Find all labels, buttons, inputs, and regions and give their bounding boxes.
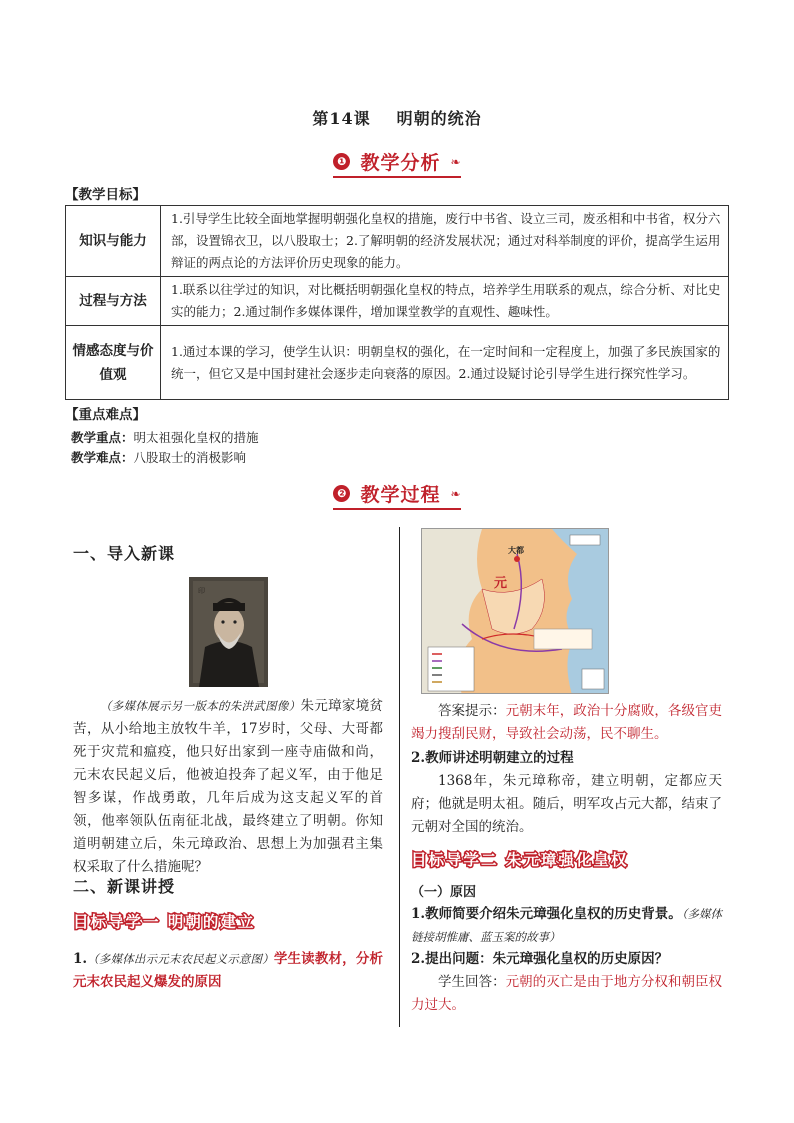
item-2-title: 2.教师讲述明朝建立的过程 — [411, 750, 574, 766]
leaf-icon: ❧ — [450, 154, 461, 169]
table-row — [66, 206, 729, 277]
heading-intro: 一、导入新课 — [73, 544, 176, 563]
section-title: 教学分析 — [360, 152, 441, 174]
map-yuan-label: 元 — [494, 576, 508, 591]
map-capital-label: 大都 — [508, 545, 524, 555]
row-head: 情感态度与价值观 — [66, 326, 161, 400]
target-banner-1: 目标导学一 明朝的建立 — [73, 910, 255, 932]
column-divider — [399, 527, 400, 1027]
item-2-text: 1368年，朱元璋称帝，建立明朝，定都应天府；他就是明太祖。随后，明军攻占元大都，结束了元朝对全国的统治。 — [411, 773, 722, 835]
target-banner-2: 目标导学二 朱元璋强化皇权 — [411, 848, 628, 870]
item1-text: 学生读教材，分析元末农民起义爆发的原因 — [73, 951, 383, 990]
goals-label: 【教学目标】 — [65, 187, 146, 203]
lesson-name: 明朝的统治 — [396, 109, 482, 128]
lesson-number: 第14课 — [312, 109, 371, 128]
item1-note: （多媒体出示元末农民起义示意图） — [87, 952, 274, 966]
section-heading-analysis — [0, 148, 794, 178]
section-number: ❶ — [333, 153, 350, 170]
section-number: ❷ — [333, 485, 350, 502]
difficult-point: 教学难点：八股取士的消极影响 — [71, 450, 247, 465]
r1-note: （多媒体链接胡惟庸、蓝玉案的故事） — [411, 907, 723, 944]
intro-text: 朱元璋家境贫苦，从小给地主放牧牛羊，17岁时，父母、大哥都死于灾荒和瘟疫，他只好出家到一座寺庙做和尚，元末农民起义后，他被迫投奔了起义军，由于他足智多谋，作战勇敢，几年后成为这支起义军的首领，他率领队伍南征北战，最终建立了明朝。你知道明朝建立后，朱元璋政治、思想上为加强君主集权采取了什么措施呢？ — [73, 698, 384, 875]
zhu-yuanzhang-portrait — [189, 577, 268, 687]
row-body: 1.通过本课的学习，使学生认识：明朝皇权的强化，在一定时间和一定程度上，加强了多民族国家的统一，但它又是中国封建社会逐步走向衰落的原因。2.通过设疑讨论引导学生进行探究性学习。 — [161, 326, 729, 400]
leaf-icon: ❧ — [450, 486, 461, 501]
r2-title: 2.提出问题：朱元璋强化皇权的历史原因？ — [411, 951, 669, 967]
answer-label: 答案提示： — [438, 703, 506, 719]
answer-text: 元朝末年，政治十分腐败，各级官吏竭力搜刮民财，导致社会动荡，民不聊生。 — [411, 703, 722, 742]
key-label: 【重点难点】 — [65, 407, 146, 423]
section-heading-process — [0, 480, 794, 510]
heading-new-lesson: 二、新课讲授 — [73, 877, 176, 896]
row-head: 过程与方法 — [66, 277, 161, 326]
goals-table — [65, 205, 729, 400]
table-row — [66, 277, 729, 326]
r2-answer-text: 元朝的灭亡是由于地方分权和朝臣权力过大。 — [411, 974, 722, 1013]
r2-answer — [411, 971, 722, 1017]
row-head: 知识与能力 — [66, 206, 161, 277]
sub-heading-cause: （一）原因 — [411, 885, 477, 900]
table-row — [66, 326, 729, 400]
section-title: 教学过程 — [360, 484, 441, 506]
r1-title: 1.教师简要介绍朱元璋强化皇权的历史背景。 — [411, 906, 682, 922]
page-title — [0, 106, 794, 129]
intro-paragraph — [73, 695, 383, 879]
row-body: 1.联系以往学过的知识，对比概括明朝强化皇权的特点，培养学生用联系的观点，综合分析、对比史实的能力；2.通过制作多媒体课件，增加课堂教学的直观性、趣味性。 — [161, 277, 729, 326]
answer-hint — [411, 700, 722, 746]
svg-text:印: 印 — [198, 587, 205, 595]
yuan-uprising-map — [421, 528, 609, 694]
row-body: 1.引导学生比较全面地掌握明朝强化皇权的措施，废行中书省、设立三司，废丞相和中书省，权分六部，设置锦衣卫，以八股取士；2.了解明朝的经济发展状况；通过对科举制度的评价，提高学生运用辩证的两点论的方法评价历史现象的能力。 — [161, 206, 729, 277]
key-point: 教学重点：明太祖强化皇权的措施 — [71, 430, 259, 445]
intro-note: （多媒体展示另一版本的朱洪武图像） — [100, 699, 301, 713]
r2-answer-label: 学生回答： — [438, 974, 506, 990]
item-1: 1.（多媒体出示元末农民起义示意图）学生读教材，分析元末农民起义爆发的原因 — [73, 951, 383, 990]
r1-item — [411, 903, 722, 949]
